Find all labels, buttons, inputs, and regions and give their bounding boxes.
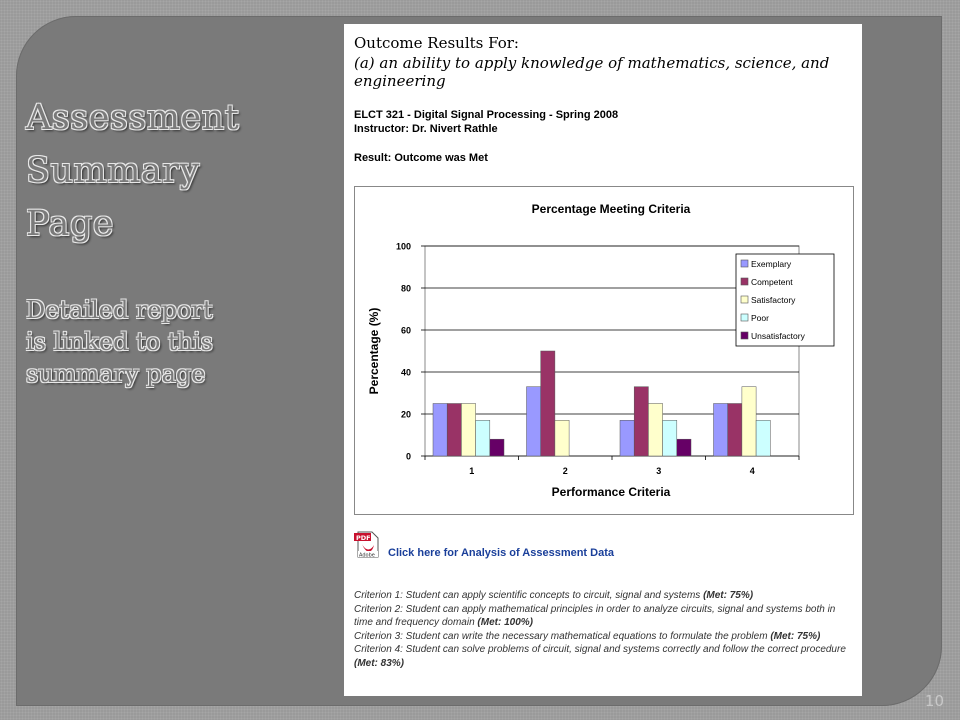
criterion-met: (Met: 83%) bbox=[354, 657, 405, 669]
criterion-met: (Met: 100%) bbox=[477, 617, 533, 629]
slide-title-line: Assessment bbox=[26, 98, 240, 138]
bar bbox=[634, 387, 648, 456]
criterion-met: (Met: 75%) bbox=[703, 590, 754, 601]
bar bbox=[447, 404, 461, 457]
x-tick-label: 2 bbox=[562, 466, 568, 476]
bar bbox=[476, 420, 490, 456]
bar bbox=[742, 387, 756, 456]
bar bbox=[541, 351, 555, 456]
slide-subtitle-line: summary page bbox=[26, 360, 206, 388]
legend-swatch bbox=[741, 278, 748, 285]
report-screenshot bbox=[344, 24, 862, 696]
bar bbox=[756, 420, 770, 456]
criterion-text: Criterion 2: Student can apply mathematical principles in order to analyze circuits, signal and systems both in time and frequency domain bbox=[354, 603, 836, 629]
legend-label: Satisfactory bbox=[751, 295, 796, 305]
instructor-label: Instructor: Dr. Nivert Rathle bbox=[354, 123, 498, 135]
pdf-icon[interactable] bbox=[354, 530, 380, 558]
legend-label: Unsatisfactory bbox=[751, 331, 805, 341]
slide-subtitle bbox=[26, 294, 286, 390]
legend-swatch bbox=[741, 296, 748, 303]
legend-label: Competent bbox=[751, 277, 793, 287]
bar bbox=[527, 387, 541, 456]
outcome-description: (a) an ability to apply knowledge of mathematics, science, and engineering bbox=[354, 54, 830, 90]
bar-chart bbox=[355, 187, 853, 514]
bar bbox=[555, 420, 569, 456]
legend-swatch bbox=[741, 332, 748, 339]
criterion-text: Criterion 4: Student can solve problems of circuit, signal and systems correctly and follow the correct procedure bbox=[354, 644, 846, 656]
y-axis-label: Percentage (%) bbox=[367, 307, 381, 395]
report-heading: Outcome Results For: bbox=[354, 34, 519, 52]
criterion-item bbox=[354, 589, 854, 603]
bar bbox=[648, 404, 662, 457]
bar bbox=[677, 439, 691, 456]
y-tick-label: 0 bbox=[405, 451, 411, 462]
bar bbox=[663, 420, 677, 456]
bar bbox=[461, 404, 475, 457]
legend-swatch bbox=[741, 314, 748, 321]
chart-container bbox=[354, 186, 854, 515]
x-tick-label: 3 bbox=[656, 466, 662, 476]
legend-swatch bbox=[741, 260, 748, 267]
pdf-badge-text: PDF bbox=[356, 534, 371, 542]
bar bbox=[620, 420, 634, 456]
bar bbox=[490, 439, 504, 456]
criterion-item bbox=[354, 630, 854, 644]
chart-title: Percentage Meeting Criteria bbox=[531, 202, 691, 216]
criterion-item bbox=[354, 643, 854, 670]
course-label: ELCT 321 - Digital Signal Processing - Spring 2008 bbox=[354, 109, 619, 121]
slide-subtitle-line: Detailed report bbox=[26, 296, 213, 324]
criterion-met: (Met: 75%) bbox=[770, 630, 821, 642]
analysis-link[interactable]: Click here for Analysis of Assessment Data bbox=[388, 547, 614, 559]
x-tick-label: 4 bbox=[749, 466, 755, 476]
criterion-text: Criterion 3: Student can write the necessary mathematical equations to formulate the problem bbox=[354, 630, 771, 642]
bar bbox=[728, 404, 742, 457]
y-tick-label: 40 bbox=[400, 367, 411, 378]
bar bbox=[433, 404, 447, 457]
x-axis-label: Performance Criteria bbox=[551, 485, 671, 499]
bar bbox=[714, 404, 728, 457]
y-tick-label: 60 bbox=[400, 325, 411, 336]
criterion-text: Criterion 1: Student can apply scientific concepts to circuit, signal and systems bbox=[354, 590, 704, 601]
slide-subtitle-line: is linked to this bbox=[26, 328, 213, 356]
y-tick-label: 80 bbox=[400, 283, 411, 294]
slide-title bbox=[26, 92, 326, 251]
y-tick-label: 20 bbox=[400, 409, 411, 420]
page-number: 10 bbox=[924, 692, 944, 710]
criteria-list bbox=[354, 589, 854, 671]
slide-title-line: Summary bbox=[26, 151, 200, 191]
y-tick-label: 100 bbox=[395, 241, 411, 252]
legend-label: Poor bbox=[751, 313, 769, 323]
slide-title-line: Page bbox=[26, 204, 114, 244]
x-tick-label: 1 bbox=[469, 466, 475, 476]
legend-label: Exemplary bbox=[751, 259, 792, 269]
result-label: Result: Outcome was Met bbox=[354, 152, 488, 164]
criterion-item bbox=[354, 603, 854, 630]
pdf-brand-text: Adobe bbox=[359, 552, 375, 558]
